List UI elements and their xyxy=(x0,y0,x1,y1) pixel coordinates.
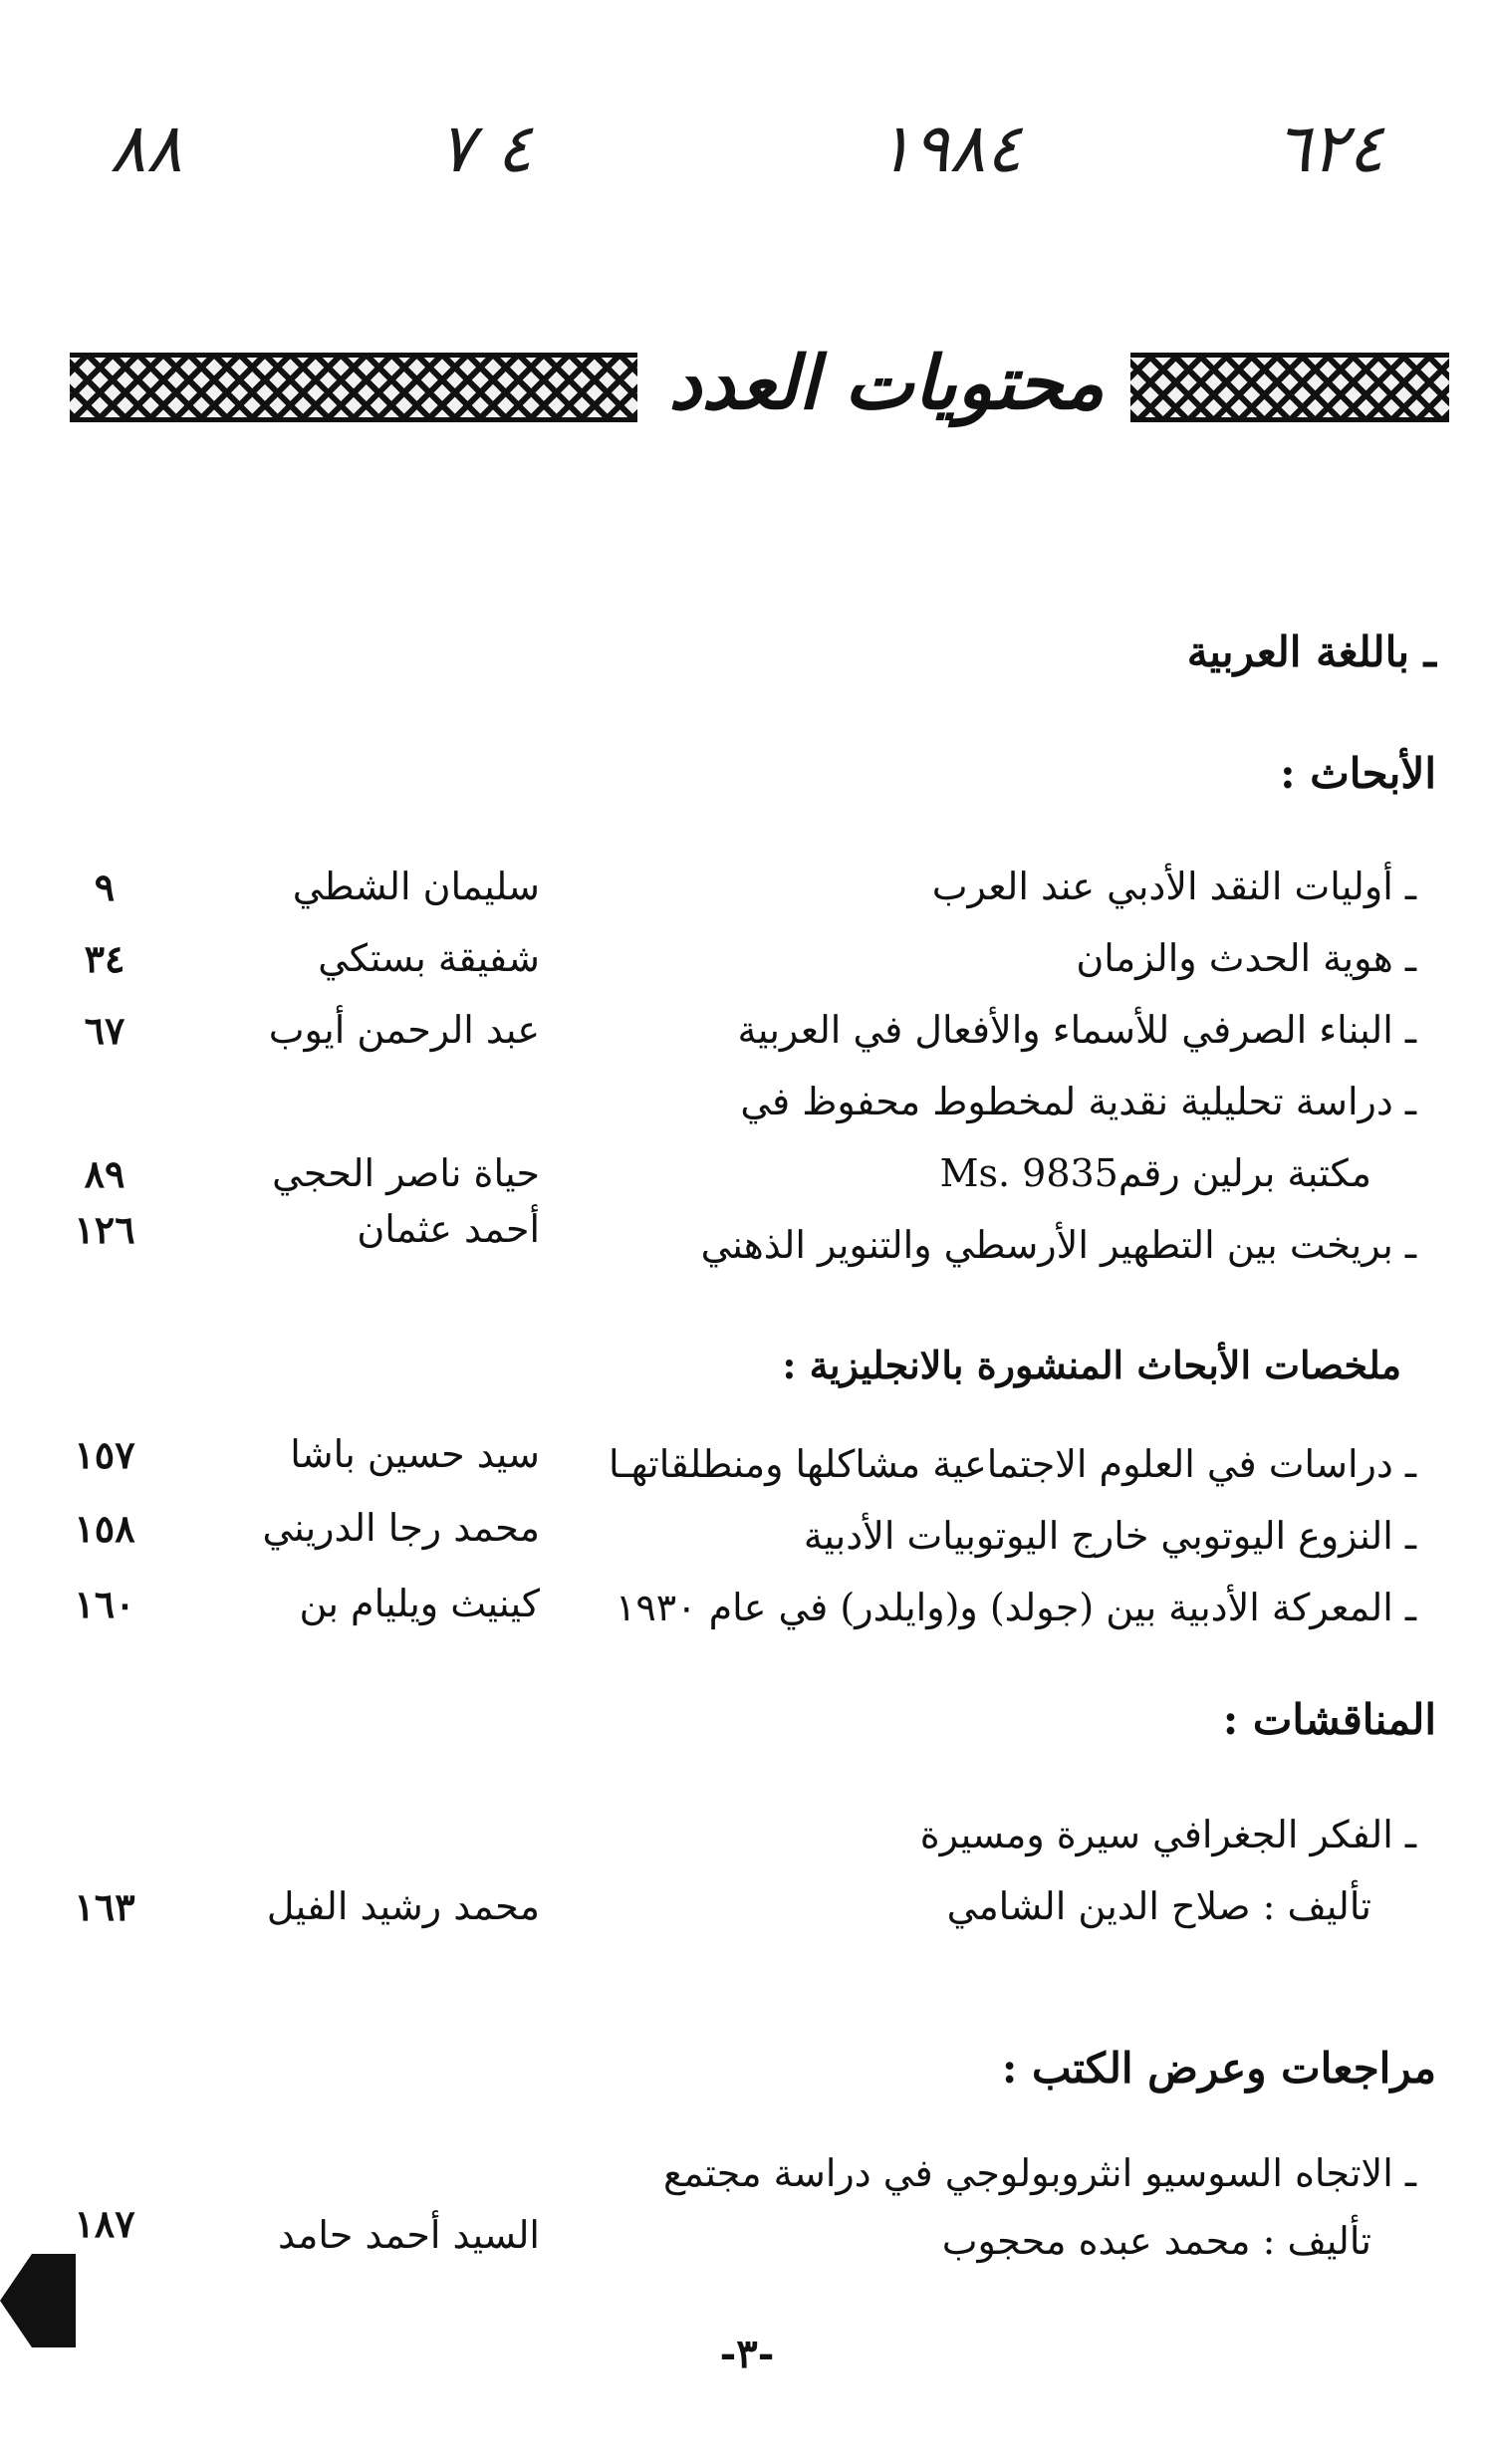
toc-author: عبد الرحمن أيوب xyxy=(268,1008,540,1052)
toc-title: ـ دراسات في العلوم الاجتماعية مشاكلها ومنطلقاتهـا xyxy=(608,1442,1416,1486)
toc-page: ١٢٦ xyxy=(74,1207,135,1252)
toc-author: كينيث ويليام بن xyxy=(299,1582,540,1625)
title-banner xyxy=(70,329,1449,438)
toc-author: سليمان الشطي xyxy=(292,864,540,908)
toc-title-line2: تأليف : صلاح الدين الشامي xyxy=(946,1884,1371,1928)
section-heading-summaries: ملخصات الأبحاث المنشورة بالانجليزية : xyxy=(782,1343,1401,1387)
ornament-band-right xyxy=(1130,353,1449,422)
toc-title: ـ البناء الصرفي للأسماء والأفعال في العربية xyxy=(737,1008,1416,1052)
handwritten-note-2: ٤ ٧ xyxy=(438,110,533,188)
toc-author: أحمد عثمان xyxy=(357,1207,540,1251)
toc-page: ٨٩ xyxy=(84,1151,125,1196)
toc-page: ١٥٨ xyxy=(74,1506,135,1551)
toc-title: ـ دراسة تحليلية نقدية لمخطوط محفوظ في xyxy=(740,1080,1416,1123)
toc-author: محمد رجا الدريني xyxy=(262,1506,540,1550)
toc-title: ـ الفكر الجغرافي سيرة ومسيرة xyxy=(919,1813,1416,1856)
toc-author: محمد رشيد الفيل xyxy=(266,1884,540,1928)
toc-title: ـ النزوع اليوتوبي خارج اليوتوبيات الأدبية xyxy=(803,1514,1416,1558)
toc-title: ـ الاتجاه السوسيو انثروبولوجي في دراسة مجتمع xyxy=(663,2151,1416,2195)
page-title: محتويات العدد xyxy=(668,341,1105,426)
handwritten-year: ١٩٨٤ xyxy=(876,110,1023,188)
toc-page: ٦٧ xyxy=(84,1008,125,1053)
section-heading-arabic: ـ باللغة العربية xyxy=(1186,627,1436,676)
toc-page: ٩ xyxy=(94,864,116,909)
handwritten-note-1: ٨٨ xyxy=(110,110,183,188)
toc-author: شفيقة بستكي xyxy=(318,936,540,980)
toc-title-line2: مكتبة برلين رقم9835 .Ms xyxy=(939,1151,1371,1195)
ornament-band-left xyxy=(70,353,637,422)
toc-page: ٣٤ xyxy=(84,936,125,981)
toc-title: ـ المعركة الأدبية بين (جولد) و(وايلدر) في عام ١٩٣٠ xyxy=(615,1586,1416,1629)
toc-author: سيد حسين باشا xyxy=(290,1432,540,1476)
section-heading-discussions: المناقشات : xyxy=(1222,1695,1436,1744)
section-heading-research: الأبحاث : xyxy=(1280,749,1436,798)
page-number: -٣- xyxy=(719,2331,775,2377)
toc-title-line2: تأليف : محمد عبده محجوب xyxy=(941,2219,1371,2263)
left-arrow-icon[interactable] xyxy=(0,2246,80,2355)
handwritten-note-3: ٦٢٤ xyxy=(1275,110,1384,188)
toc-page: ١٦٣ xyxy=(74,1884,135,1929)
toc-title: ـ أوليات النقد الأدبي عند العرب xyxy=(931,864,1416,908)
section-heading-reviews: مراجعات وعرض الكتب : xyxy=(1001,2044,1436,2093)
toc-title: ـ هوية الحدث والزمان xyxy=(1076,936,1416,980)
toc-page: ١٥٧ xyxy=(74,1432,135,1477)
toc-page: ١٦٠ xyxy=(74,1582,135,1626)
toc-page: ١٨٧ xyxy=(74,2201,135,2246)
toc-title: ـ بريخت بين التطهير الأرسطي والتنوير الذهني xyxy=(700,1223,1416,1267)
toc-author: السيد أحمد حامد xyxy=(278,2213,540,2257)
toc-author: حياة ناصر الحجي xyxy=(272,1151,540,1195)
